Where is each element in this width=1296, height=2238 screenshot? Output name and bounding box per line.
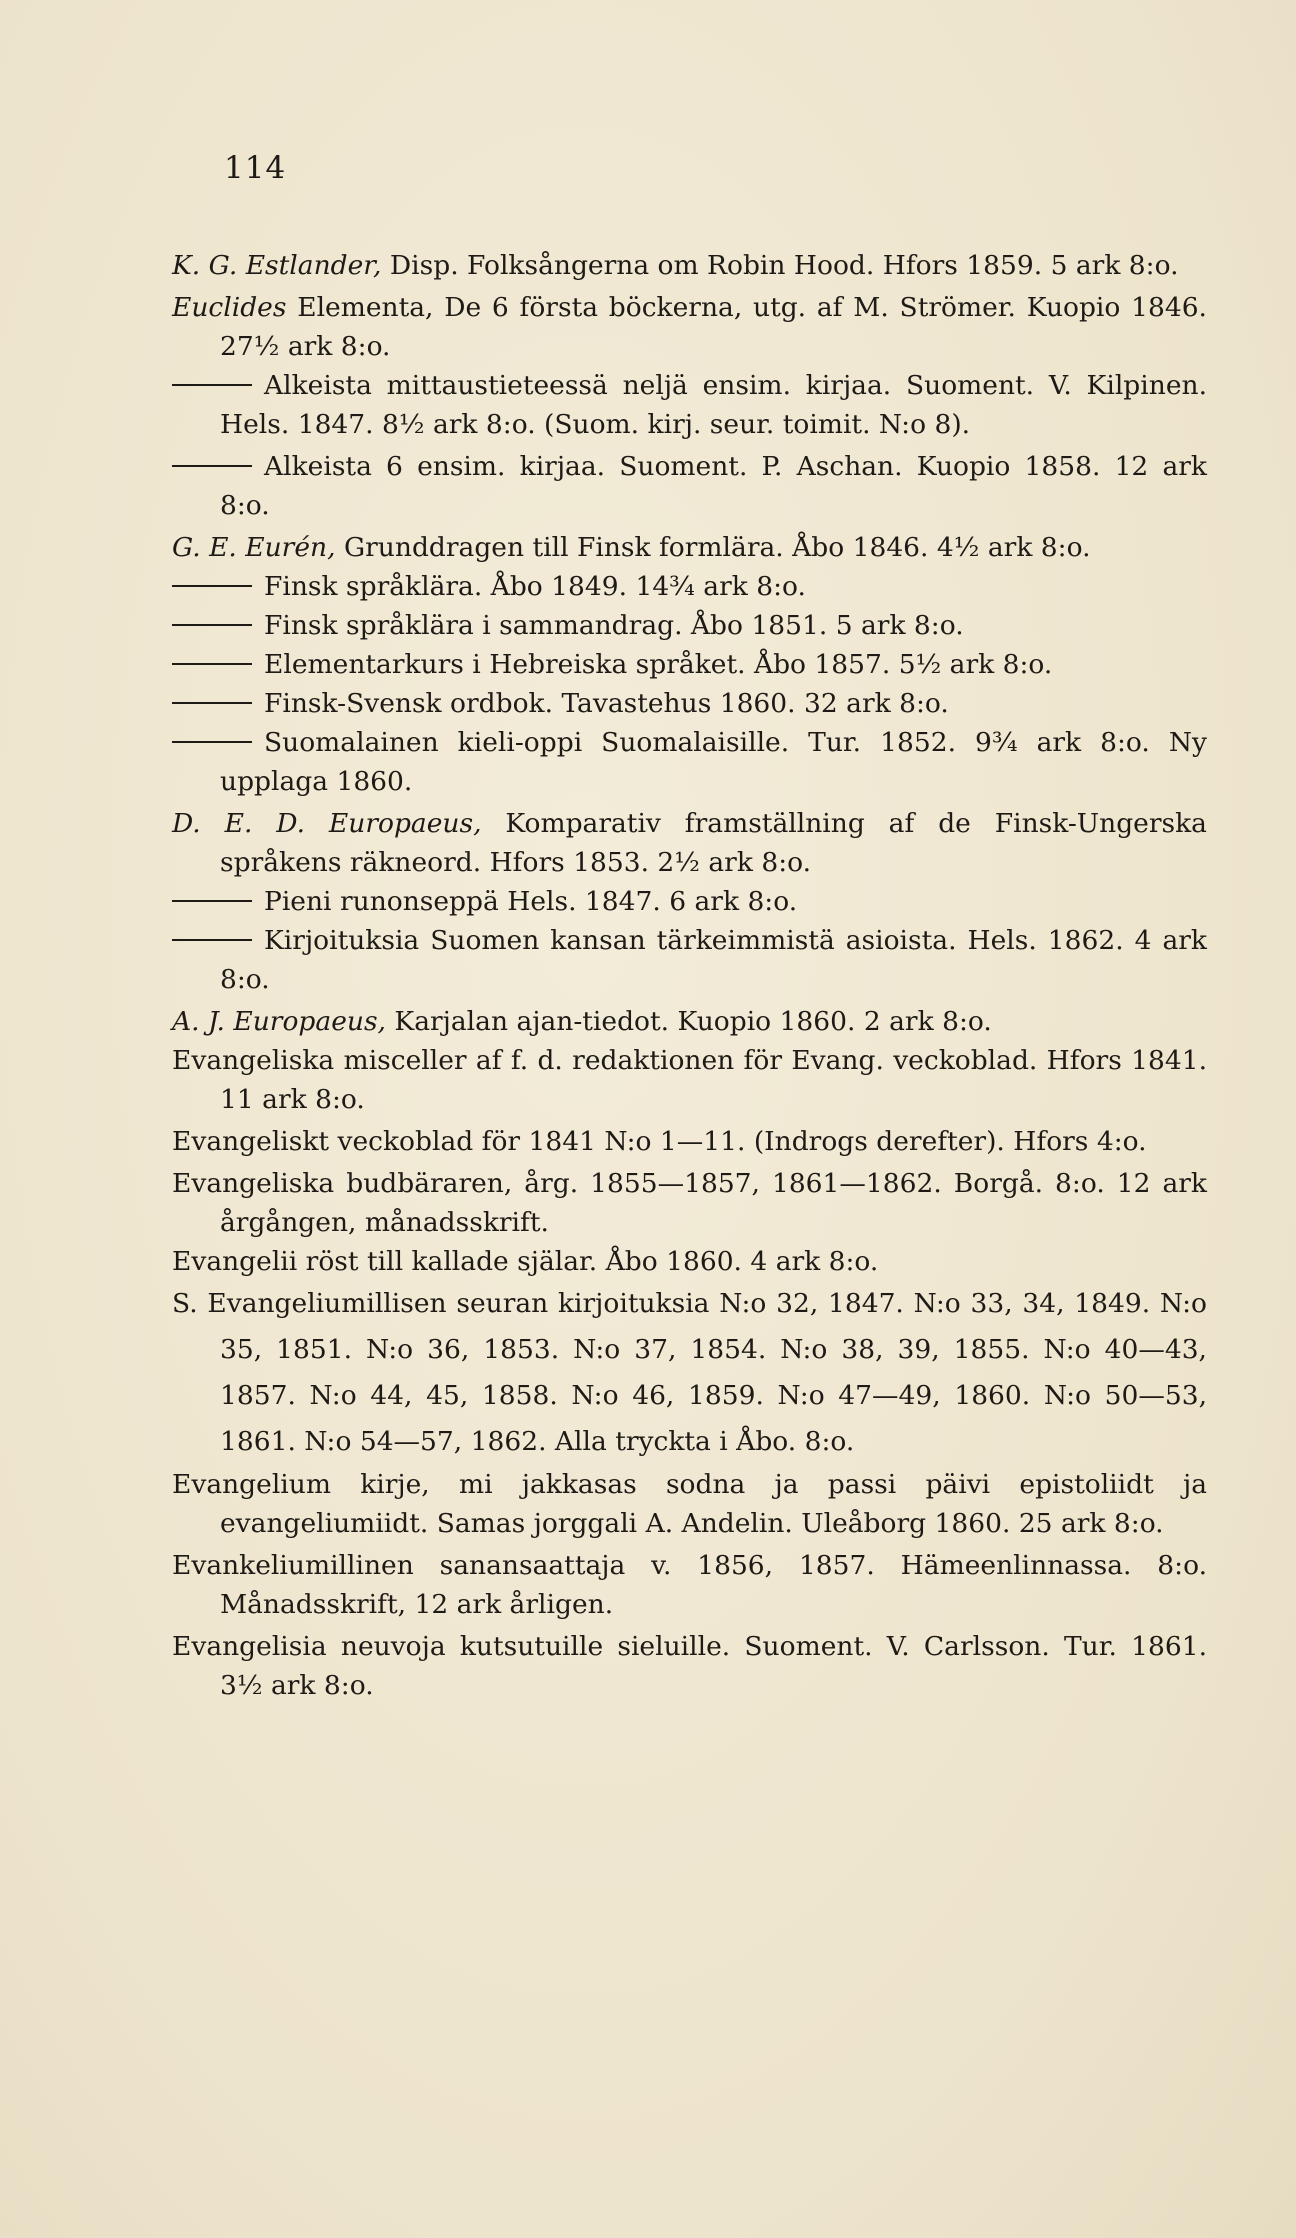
entry-text: Evangeliska budbäraren, årg. 1855—1857, 1861—1862. Borgå. 8:o. 12 ark årgången, månadsskrift. bbox=[172, 1168, 1207, 1238]
ditto-dash bbox=[172, 702, 252, 704]
bibliography-entry bbox=[172, 1041, 1207, 1119]
ditto-dash bbox=[172, 465, 252, 467]
entry-author: A. J. Europaeus, bbox=[172, 1006, 386, 1037]
entry-text: Elementa, De 6 första böckerna, utg. af M. Strömer. Kuopio 1846. 27½ ark 8:o. bbox=[220, 292, 1207, 362]
entry-text: Suomalainen kieli-oppi Suomalaisille. Tur. 1852. 9¾ ark 8:o. Ny upplaga 1860. bbox=[220, 727, 1207, 797]
entry-text: Evangeliskt veckoblad för 1841 N:o 1—11. (Indrogs derefter). Hfors 4:o. bbox=[172, 1126, 1147, 1157]
entry-text: S. Evangeliumillisen seuran kirjoituksia N:o 32, 1847. N:o 33, 34, 1849. N:o 35, 1851. N:o 36, 1853. N:o 37, 1854. N:o 38, 39, 1855. N:o 40—43, 1857. N:o 44, 45, 1858. N:o 46, 1859. N:o 47—49, 1860. N:o 50—53, 1861. N:o 54—57, 1862. Alla tryckta i Åbo. 8:o. bbox=[172, 1288, 1207, 1457]
entry-text: Alkeista 6 ensim. kirjaa. Suoment. P. Aschan. Kuopio 1858. 12 ark 8:o. bbox=[220, 451, 1207, 521]
bibliography-entry bbox=[172, 882, 1207, 921]
entry-text: Disp. Folksångerna om Robin Hood. Hfors 1859. 5 ark 8:o. bbox=[389, 250, 1179, 281]
bibliography-entry bbox=[172, 447, 1207, 525]
entry-text: Komparativ framställning af de Finsk-Ungerska språkens räkneord. Hfors 1853. 2½ ark 8:o. bbox=[220, 808, 1207, 878]
entry-text: Finsk språklära. Åbo 1849. 14¾ ark 8:o. bbox=[264, 571, 806, 602]
bibliography-entry bbox=[172, 1546, 1207, 1624]
page-number: 114 bbox=[224, 150, 287, 186]
entry-text: Evankeliumillinen sanansaattaja v. 1856, 1857. Hämeenlinnassa. 8:o. Månadsskrift, 12 ark årligen. bbox=[172, 1550, 1207, 1620]
bibliography-entry bbox=[172, 921, 1207, 999]
entry-author: K. G. Estlander, bbox=[172, 250, 382, 281]
entry-text: Finsk-Svensk ordbok. Tavastehus 1860. 32 ark 8:o. bbox=[264, 688, 949, 719]
entry-text: Elementarkurs i Hebreiska språket. Åbo 1857. 5½ ark 8:o. bbox=[264, 649, 1053, 680]
bibliography-entry bbox=[172, 1002, 1207, 1041]
bibliography-entry bbox=[172, 366, 1207, 444]
bibliography-entry bbox=[172, 684, 1207, 723]
bibliography-list bbox=[172, 246, 1207, 1705]
ditto-dash bbox=[172, 384, 252, 386]
entry-text: Evangelium kirje, mi jakkasas sodna ja passi päivi epistoliidt ja evangeliumiidt. Samas jorggali A. Andelin. Uleåborg 1860. 25 ark 8:o. bbox=[172, 1469, 1207, 1539]
bibliography-entry bbox=[172, 567, 1207, 606]
entry-text: Karjalan ajan-tiedot. Kuopio 1860. 2 ark 8:o. bbox=[394, 1006, 992, 1037]
ditto-dash bbox=[172, 939, 252, 941]
bibliography-entry bbox=[172, 804, 1207, 882]
entry-text: Pieni runonseppä Hels. 1847. 6 ark 8:o. bbox=[264, 886, 798, 917]
ditto-dash bbox=[172, 585, 252, 587]
bibliography-entry bbox=[172, 246, 1207, 285]
ditto-dash bbox=[172, 741, 252, 743]
bibliography-entry bbox=[172, 1465, 1207, 1543]
bibliography-entry bbox=[172, 1164, 1207, 1242]
entry-text: Evangeliska misceller af f. d. redaktionen för Evang. veckoblad. Hfors 1841. 11 ark 8:o. bbox=[172, 1045, 1207, 1115]
bibliography-entry bbox=[172, 1281, 1207, 1465]
ditto-dash bbox=[172, 663, 252, 665]
entry-text: Alkeista mittaustieteessä neljä ensim. kirjaa. Suoment. V. Kilpinen. Hels. 1847. 8½ ark 8:o. (Suom. kirj. seur. toimit. N:o 8). bbox=[220, 370, 1207, 440]
bibliography-entry bbox=[172, 288, 1207, 366]
bibliography-entry bbox=[172, 606, 1207, 645]
bibliography-entry bbox=[172, 1242, 1207, 1281]
entry-text: Evangelii röst till kallade själar. Åbo 1860. 4 ark 8:o. bbox=[172, 1246, 879, 1277]
entry-author: G. E. Eurén, bbox=[172, 532, 336, 563]
entry-text: Kirjoituksia Suomen kansan tärkeimmistä asioista. Hels. 1862. 4 ark 8:o. bbox=[220, 925, 1207, 995]
bibliography-entry bbox=[172, 723, 1207, 801]
entry-text: Evangelisia neuvoja kutsutuille sieluille. Suoment. V. Carlsson. Tur. 1861. 3½ ark 8:o. bbox=[172, 1631, 1207, 1701]
ditto-dash bbox=[172, 900, 252, 902]
bibliography-entry bbox=[172, 1627, 1207, 1705]
entry-text: Grunddragen till Finsk formlära. Åbo 1846. 4½ ark 8:o. bbox=[343, 532, 1091, 563]
ditto-dash bbox=[172, 624, 252, 626]
entry-text: Finsk språklära i sammandrag. Åbo 1851. 5 ark 8:o. bbox=[264, 610, 964, 641]
bibliography-entry bbox=[172, 1122, 1207, 1161]
bibliography-entry bbox=[172, 528, 1207, 567]
entry-author: Euclides bbox=[172, 292, 287, 323]
entry-author: D. E. D. Europaeus, bbox=[172, 808, 482, 839]
bibliography-entry bbox=[172, 645, 1207, 684]
